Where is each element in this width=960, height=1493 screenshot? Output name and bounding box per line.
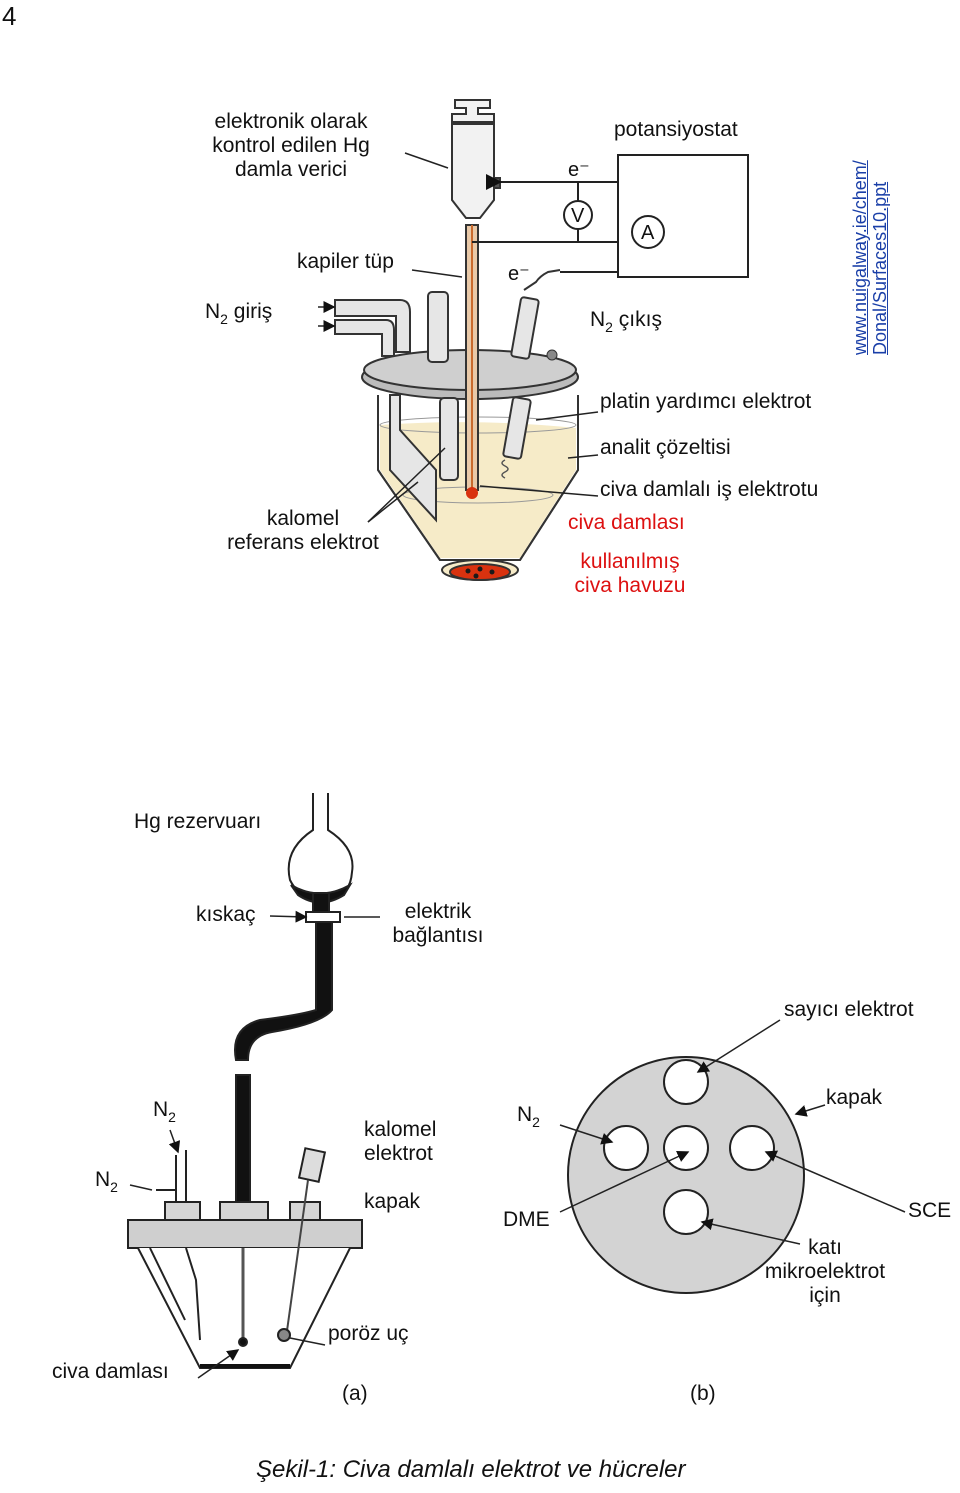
lid-label-b: kapak	[826, 1086, 883, 1109]
counter-electrode-label: sayıcı elektrot	[784, 998, 914, 1021]
capillary-label: kapiler tüp	[297, 250, 394, 273]
potentiostat-label: potansiyostat	[614, 118, 738, 141]
hg-dropper	[452, 100, 500, 218]
mercury-drop-label: civa damlası	[568, 511, 685, 534]
figure-caption: Şekil-1: Civa damlalı elektrot ve hücreler	[256, 1456, 686, 1483]
working-electrode-label: civa damlalı iş elektrotu	[600, 478, 819, 501]
used-pool-label: kullanılmış civa havuzu	[574, 550, 686, 597]
analyte-solution-label: analit çözeltisi	[600, 436, 731, 459]
n2-label-a-upper: $N_2$	[153, 1098, 176, 1125]
calomel-reference-label: kalomel referans elektrot	[227, 507, 379, 554]
mercury-drop-label-a: civa damlası	[52, 1360, 169, 1383]
panel-a-label: (a)	[342, 1382, 368, 1405]
clamp-label: kıskaç	[196, 903, 256, 926]
hg-dropper-label: elektronik olarak kontrol edilen Hg damla verici	[212, 110, 370, 181]
potentiostat-circuit	[472, 155, 748, 277]
voltmeter-symbol: V	[571, 205, 585, 227]
n2-outlet-label: $N_2$ çıkış	[590, 308, 662, 335]
page-number: 4	[2, 1, 17, 31]
n2-label-a-lower: $N_2$	[95, 1168, 118, 1195]
porous-tip-label: poröz uç	[328, 1322, 409, 1345]
platinum-electrode-label: platin yardımcı elektrot	[600, 390, 812, 413]
n2-label-b: $N_2$	[517, 1103, 540, 1130]
electron-label-top: e⁻	[568, 159, 590, 181]
dme-label: DME	[503, 1208, 550, 1231]
lid-label-a: kapak	[364, 1190, 421, 1213]
n2-inlet-tubes	[335, 300, 410, 356]
panel-b-label: (b)	[690, 1382, 716, 1405]
sce-label: SCE	[908, 1199, 952, 1222]
ammeter-symbol: A	[641, 222, 655, 244]
hg-reservoir	[235, 793, 353, 1203]
calomel-electrode-label: kalomel elektrot	[364, 1118, 437, 1165]
n2-inlet-label: $N_2$ giriş	[205, 300, 273, 327]
solid-microelectrode-label: katı mikroelektrot için	[764, 1236, 886, 1307]
capillary-tube	[466, 225, 478, 499]
electron-label-bottom: e⁻	[508, 263, 530, 285]
source-url-link[interactable]: www.nuigalway.ie/chem/ Donal/Surfaces10.ppt	[850, 160, 890, 355]
electrical-connection-label: elektrik bağlantısı	[392, 900, 484, 947]
hg-reservoir-label: Hg rezervuarı	[134, 810, 262, 833]
